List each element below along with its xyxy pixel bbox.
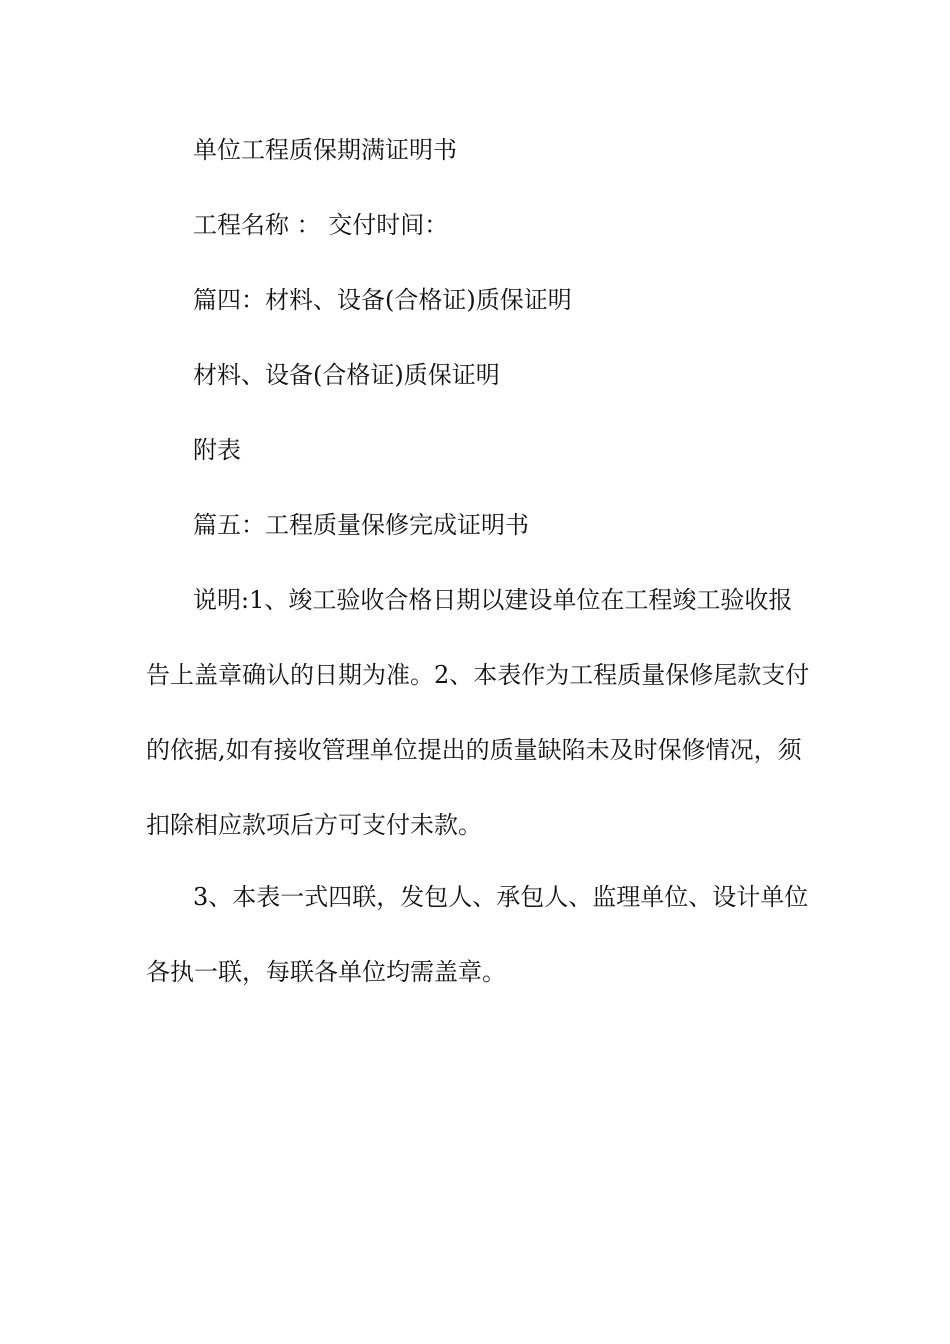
- notes-paragraph-line: 说明:1、竣工验收合格日期以建设单位在工程竣工验收报: [193, 586, 793, 614]
- notes-paragraph-line: 的依据,如有接收管理单位提出的质量缺陷未及时保修情况，须: [146, 736, 802, 764]
- attachment-label: 附表: [193, 436, 241, 464]
- notes-paragraph-line: 告上盖章确认的日期为准。2、本表作为工程质量保修尾款支付: [146, 661, 810, 689]
- notes-paragraph-line: 各执一联，每联各单位均需盖章。: [146, 958, 506, 986]
- notes-paragraph-line: 3、本表一式四联，发包人、承包人、监理单位、设计单位: [193, 883, 809, 911]
- section-four-heading: 篇四：材料、设备(合格证)质保证明: [193, 286, 572, 314]
- section-five-heading: 篇五：工程质量保修完成证明书: [193, 511, 529, 539]
- project-info-line: 工程名称 ： 交付时间：: [193, 211, 449, 239]
- notes-paragraph-line: 扣除相应款项后方可支付未款。: [146, 811, 482, 839]
- section-four-subtitle: 材料、设备(合格证)质保证明: [193, 361, 500, 389]
- document-title: 单位工程质保期满证明书: [193, 136, 457, 164]
